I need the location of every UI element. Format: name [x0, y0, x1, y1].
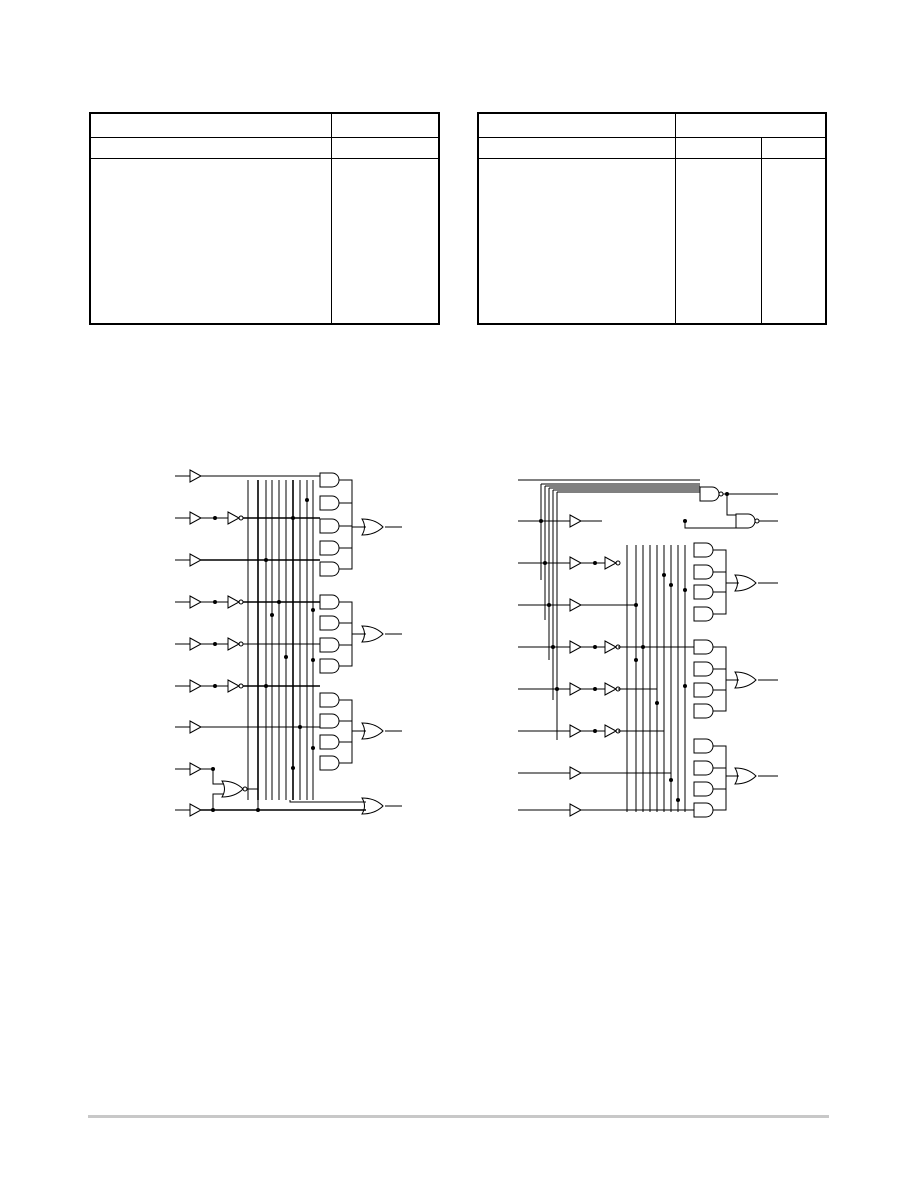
or-gate [362, 798, 383, 814]
junction-dot [270, 613, 274, 617]
junction-dot [669, 778, 673, 782]
buffer-gate [190, 804, 201, 816]
buffer-gate [190, 721, 201, 733]
junction-dot [311, 746, 315, 750]
wire [247, 789, 258, 810]
and-gate [694, 739, 713, 753]
wire [201, 769, 224, 784]
and-gate [694, 761, 713, 775]
junction-dot [669, 583, 673, 587]
junction-dot [555, 687, 559, 691]
wire [727, 494, 736, 515]
and-gate [694, 782, 713, 796]
junction-dot [551, 645, 555, 649]
inverter-gate [605, 641, 616, 653]
buffer-gate [570, 725, 581, 737]
inverter-gate [605, 683, 616, 695]
junction-dot [311, 608, 315, 612]
junction-dot [683, 519, 687, 523]
junction-dot [298, 725, 302, 729]
buffer-gate [570, 515, 581, 527]
junction-dot [543, 561, 547, 565]
buffer-gate [570, 804, 581, 816]
wire [339, 634, 366, 666]
and-gate [320, 714, 339, 728]
junction-dot [311, 658, 315, 662]
junction-dot [291, 516, 295, 520]
and-gate [320, 473, 339, 487]
junction-dot [291, 766, 295, 770]
and-gate [694, 704, 713, 718]
buffer-gate [570, 683, 581, 695]
and-gate [694, 662, 713, 676]
nand-gate [736, 514, 755, 528]
inverter-gate [605, 725, 616, 737]
and-gate [694, 543, 713, 557]
wire [713, 680, 739, 711]
left-logic-diagram [175, 470, 402, 816]
inverter-gate [228, 638, 239, 650]
and-gate [694, 585, 713, 599]
wire [713, 768, 739, 776]
and-gate [694, 607, 713, 621]
and-gate [320, 496, 339, 510]
junction-dot [662, 573, 666, 577]
and-gate [320, 735, 339, 749]
and-gate [320, 659, 339, 673]
inversion-bubble [755, 519, 759, 523]
and-gate [320, 756, 339, 770]
buffer-gate [570, 557, 581, 569]
buffer-gate [190, 470, 201, 482]
buffer-gate [190, 596, 201, 608]
inversion-bubble [719, 492, 723, 496]
nor-gate [222, 781, 243, 797]
junction-dot [547, 603, 551, 607]
junction-dot [305, 498, 309, 502]
buffer-gate [190, 763, 201, 775]
wire [339, 503, 366, 527]
buffer-gate [570, 767, 581, 779]
buffer-gate [190, 638, 201, 650]
buffer-gate [190, 554, 201, 566]
junction-dot [676, 798, 680, 802]
and-gate [694, 803, 713, 817]
and-gate [320, 595, 339, 609]
junction-dot [264, 558, 268, 562]
footer-rule [88, 1115, 829, 1118]
and-gate [320, 562, 339, 576]
inverter-gate [228, 512, 239, 524]
right-logic-diagram [518, 480, 778, 817]
junction-dot [284, 655, 288, 659]
inverter-gate [228, 596, 239, 608]
junction-dot [655, 701, 659, 705]
buffer-gate [190, 512, 201, 524]
and-gate [694, 683, 713, 697]
and-gate [320, 638, 339, 652]
junction-dot [683, 588, 687, 592]
junction-dot [539, 519, 543, 523]
wire [339, 731, 366, 763]
inverter-gate [605, 557, 616, 569]
junction-dot [277, 600, 281, 604]
and-gate [320, 616, 339, 630]
wire [685, 521, 736, 528]
wire [339, 623, 366, 634]
and-gate [320, 693, 339, 707]
junction-dot [264, 684, 268, 688]
inverter-gate [228, 680, 239, 692]
wire [713, 572, 739, 583]
wire [713, 776, 739, 810]
and-gate [694, 565, 713, 579]
junction-dot [634, 658, 638, 662]
and-gate [320, 519, 339, 533]
and-gate [694, 640, 713, 654]
buffer-gate [570, 599, 581, 611]
wire [290, 800, 366, 802]
junction-dot [683, 684, 687, 688]
wire [713, 583, 739, 614]
nand-gate [700, 487, 719, 501]
buffer-gate [190, 680, 201, 692]
and-gate [320, 541, 339, 555]
buffer-gate [570, 641, 581, 653]
wire [713, 669, 739, 680]
